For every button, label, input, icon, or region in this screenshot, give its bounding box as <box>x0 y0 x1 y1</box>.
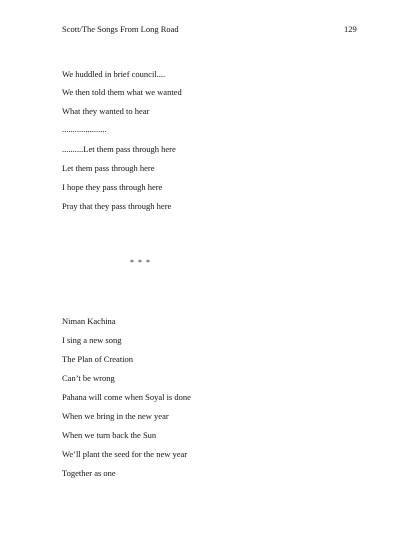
poem-line: We huddled in brief council.... <box>62 69 166 79</box>
page-number: 129 <box>344 24 357 34</box>
poem-line: I sing a new song <box>62 335 122 345</box>
section-divider: * * * <box>130 258 151 267</box>
poem-line: Niman Kachina <box>62 316 116 326</box>
poem-line: Let them pass through here <box>62 163 155 173</box>
poem-line: Can’t be wrong <box>62 373 115 383</box>
poem-line: When we turn back the Sun <box>62 430 157 440</box>
poem-line: I hope they pass through here <box>62 182 163 192</box>
poem-line: What they wanted to hear <box>62 106 150 116</box>
poem-line: Pray that they pass through here <box>62 201 172 211</box>
poem-line: Pahana will come when Soyal is done <box>62 392 191 402</box>
poem-line: We then told them what we wanted <box>62 87 182 97</box>
poem-line: ..................... <box>62 124 107 134</box>
poem-line: We’ll plant the seed for the new year <box>62 449 188 459</box>
poem-line: The Plan of Creation <box>62 354 134 364</box>
poem-line: When we bring in the new year <box>62 411 169 421</box>
poem-line: Together as one <box>62 468 116 478</box>
poem-line: ..........Let them pass through here <box>62 144 176 154</box>
running-header-title: Scott/The Songs From Long Road <box>62 24 179 34</box>
